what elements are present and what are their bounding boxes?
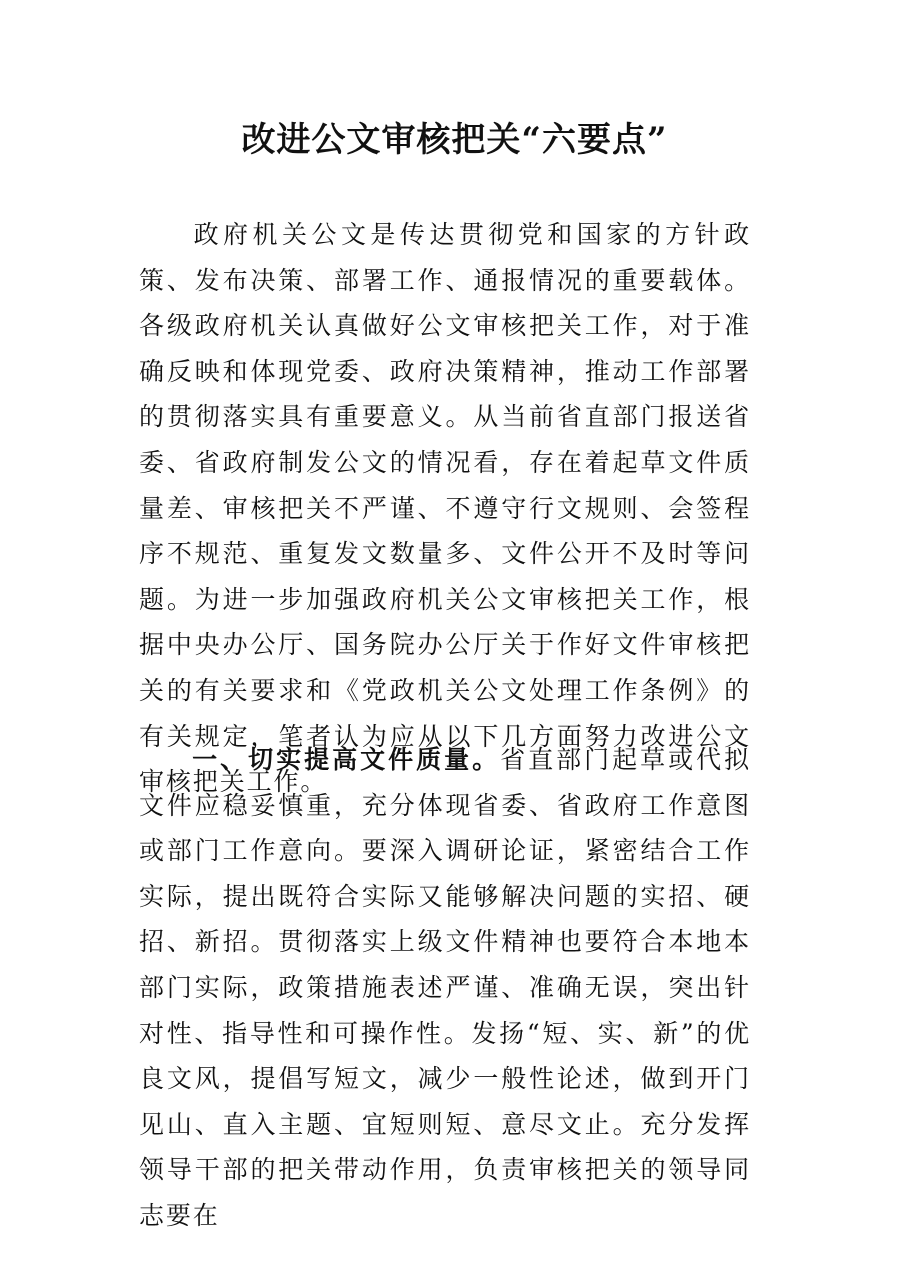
paragraph-text: 政府机关公文是传达贯彻党和国家的方针政策、发布决策、部署工作、通报情况的重要载体。各级政府机关认真做好公文审核把关工作，对于准确反映和体现党委、政府决策精神，推动工作部署的贯彻落实具有重要意义。从当前省直部门报送省委、省政府制发公文的情况看，存在着起草文件质量差、审核把关不严谨、不遵守行文规则、会签程序不规范、重复发文数量多、文件公开不及时等问题。为进一步加强政府机关公文审核把关工作，根据中央办公厅、国务院办公厅关于作好文件审核把关的有关要求和《党政机关公文处理工作条例》的有关规定，笔者认为应从以下几方面努力改进公文审核把关工作。 <box>139 220 751 797</box>
document-title: 改进公文审核把关“六要点” <box>241 120 668 160</box>
section-heading: 一、切实提高文件质量。 <box>191 745 501 774</box>
paragraph-section-one <box>139 737 751 1239</box>
paragraph-text: 省直部门起草或代拟文件应稳妥慎重，充分体现省委、省政府工作意图或部门工作意向。要深入调研论证，紧密结合工作实际，提出既符合实际又能够解决问题的实招、硬招、新招。贯彻落实上级文件精神也要符合本地本部门实际，政策措施表述严谨、准确无误，突出针对性、指导性和可操作性。发扬“短、实、新”的优良文风，提倡写短文，减少一般性论述，做到开门见山、直入主题、宜短则短、意尽文止。充分发挥领导干部的把关带动作用，负责审核把关的领导同志要在 <box>139 745 751 1230</box>
paragraph-intro <box>139 212 751 805</box>
